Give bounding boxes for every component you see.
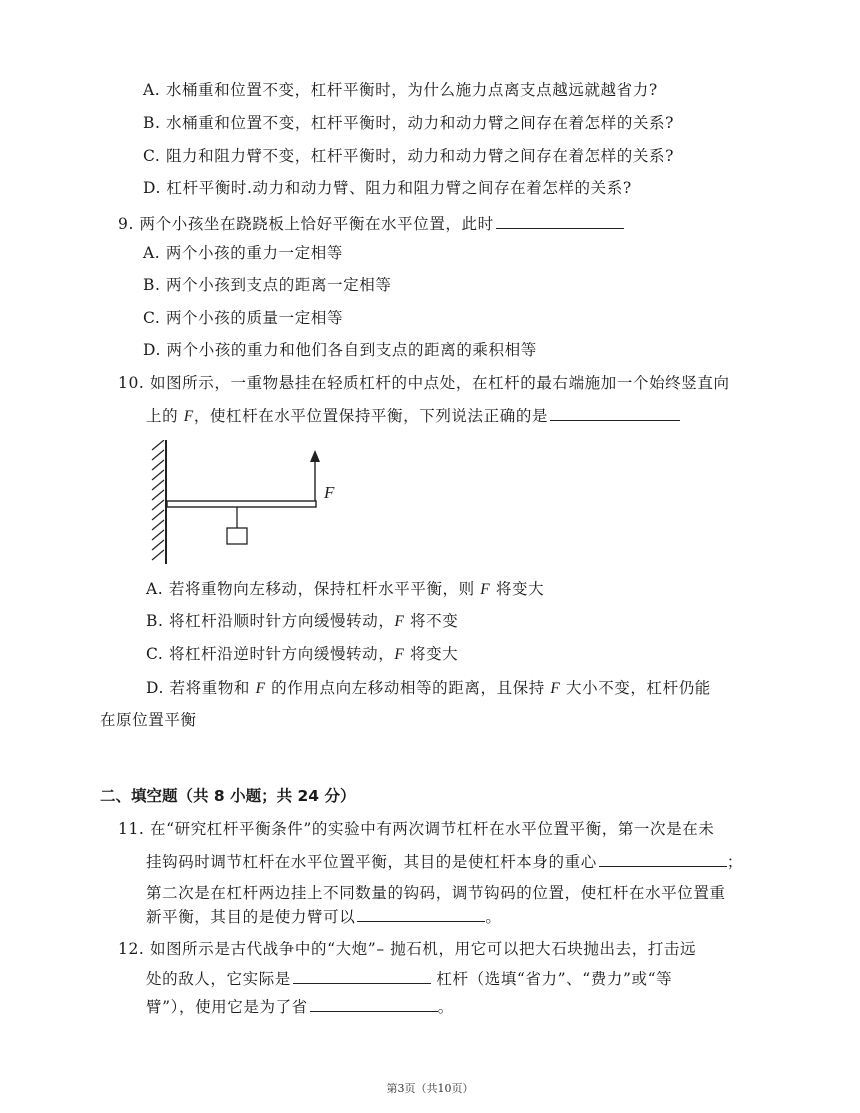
q8-option-b: B. 水桶重和位置不变，杠杆平衡时，动力和动力臂之间存在着怎样的关系? — [143, 114, 675, 132]
q10-option-c-text: C. 将杠杆沿逆时针方向缓慢转动， — [146, 645, 395, 663]
q9-option-c: C. 两个小孩的质量一定相等 — [143, 309, 344, 327]
q12-line3-text: 臂”），使用它是为了省 — [146, 998, 308, 1016]
q9-option-a: A. 两个小孩的重力一定相等 — [143, 244, 343, 262]
weight-block — [227, 528, 247, 544]
q10-option-a-text: A. 若将重物向左移动，保持杠杆水平平衡，则 — [146, 580, 481, 598]
q10-option-d-text-2: 的作用点向左移动相等的距离，且保持 — [265, 679, 551, 697]
q12-answer-blank-1[interactable] — [293, 967, 431, 984]
lever-diagram — [148, 440, 348, 568]
q11-line1: 11. 在“研究杠杆平衡条件”的实验中有两次调节杠杆在水平位置平衡，第一次是在未 — [118, 820, 715, 838]
q10-option-d-force-1: F — [255, 680, 266, 697]
q10-option-d-text: D. 若将重物和 — [146, 679, 256, 697]
q9-option-d: D. 两个小孩的重力和他们各自到支点的距离的乘积相等 — [143, 341, 537, 359]
q11-line4 — [146, 905, 501, 928]
q10-stem-text-b: ，使杠杆在水平位置保持平衡，下列说法正确的是 — [193, 407, 549, 425]
q10-answer-blank[interactable] — [550, 404, 680, 421]
q12-line2-tail: 杠杆（选填“省力”、“费力”或“等 — [430, 970, 673, 988]
q12-line3 — [146, 995, 454, 1018]
q11-answer-blank-1[interactable] — [599, 850, 727, 867]
wall — [152, 440, 166, 564]
q11-line2-end: ； — [726, 853, 743, 871]
page-footer: 第3页（共10页） — [386, 1082, 474, 1095]
q10-option-a-force: F — [480, 581, 491, 598]
q10-option-a — [146, 578, 544, 601]
q10-stem-line1: 10. 如图所示，一重物悬挂在轻质杠杆的中点处，在杠杆的最右端施加一个始终竖直向 — [118, 374, 730, 392]
q12-line1: 12. 如图所示是古代战争中的“大炮”– 抛石机，用它可以把大石块抛出去，打击远 — [118, 940, 697, 958]
q9-stem-text: 9. 两个小孩坐在跷跷板上恰好平衡在水平位置，此时 — [118, 215, 494, 233]
q10-option-b-tail: 将不变 — [404, 612, 459, 630]
q10-option-c-force: F — [394, 646, 405, 663]
q10-option-a-tail: 将变大 — [490, 580, 545, 598]
q12-line2 — [146, 967, 672, 990]
q10-stem-line2 — [146, 404, 680, 428]
q8-option-d: D. 杠杆平衡时.动力和动力臂、阻力和阻力臂之间存在着怎样的关系? — [143, 179, 632, 197]
q12-answer-blank-2[interactable] — [310, 995, 438, 1012]
q10-option-b-force: F — [394, 613, 405, 630]
q11-line4-end: 。 — [485, 908, 502, 926]
q10-option-d — [146, 677, 711, 700]
q8-option-c: C. 阻力和阻力臂不变，杠杆平衡时，动力和动力臂之间存在着怎样的关系? — [143, 147, 674, 165]
q11-line4-text: 新平衡，其目的是使力臂可以 — [146, 908, 356, 926]
force-arrow-head — [310, 450, 320, 462]
q10-option-b-text: B. 将杠杆沿顺时针方向缓慢转动， — [146, 612, 395, 630]
q10-force-symbol: F — [183, 408, 194, 425]
force-label: F — [324, 483, 335, 502]
q12-line3-end: 。 — [437, 998, 454, 1016]
q10-option-c — [146, 643, 458, 666]
q10-option-b — [146, 610, 458, 633]
q8-option-a: A. 水桶重和位置不变，杠杆平衡时，为什么施力点离支点越远就越省力? — [143, 81, 658, 99]
q12-line2-text: 处的敌人，它实际是 — [146, 970, 291, 988]
q9-answer-blank[interactable] — [496, 212, 624, 229]
q10-stem-text-a: 上的 — [146, 407, 184, 425]
lever-bar — [167, 501, 316, 507]
q11-line3: 第二次是在杠杆两边挂上不同数量的钩码，调节钩码的位置，使杠杆在水平位置重 — [146, 884, 726, 902]
q10-option-c-tail: 将变大 — [404, 645, 459, 663]
q10-option-d-force-2: F — [550, 680, 561, 697]
section-heading: 二、填空题（共 8 小题；共 24 分） — [100, 787, 356, 805]
q10-option-d-line2: 在原位置平衡 — [100, 711, 197, 729]
q9-option-b: B. 两个小孩到支点的距离一定相等 — [143, 276, 392, 294]
q9-stem — [118, 212, 624, 235]
q11-line2-text: 挂钩码时调节杠杆在水平位置平衡，其目的是使杠杆本身的重心 — [146, 853, 597, 871]
q10-option-d-text-3: 大小不变，杠杆仍能 — [560, 679, 711, 697]
q11-answer-blank-2[interactable] — [357, 905, 485, 922]
q11-line2 — [146, 850, 743, 873]
